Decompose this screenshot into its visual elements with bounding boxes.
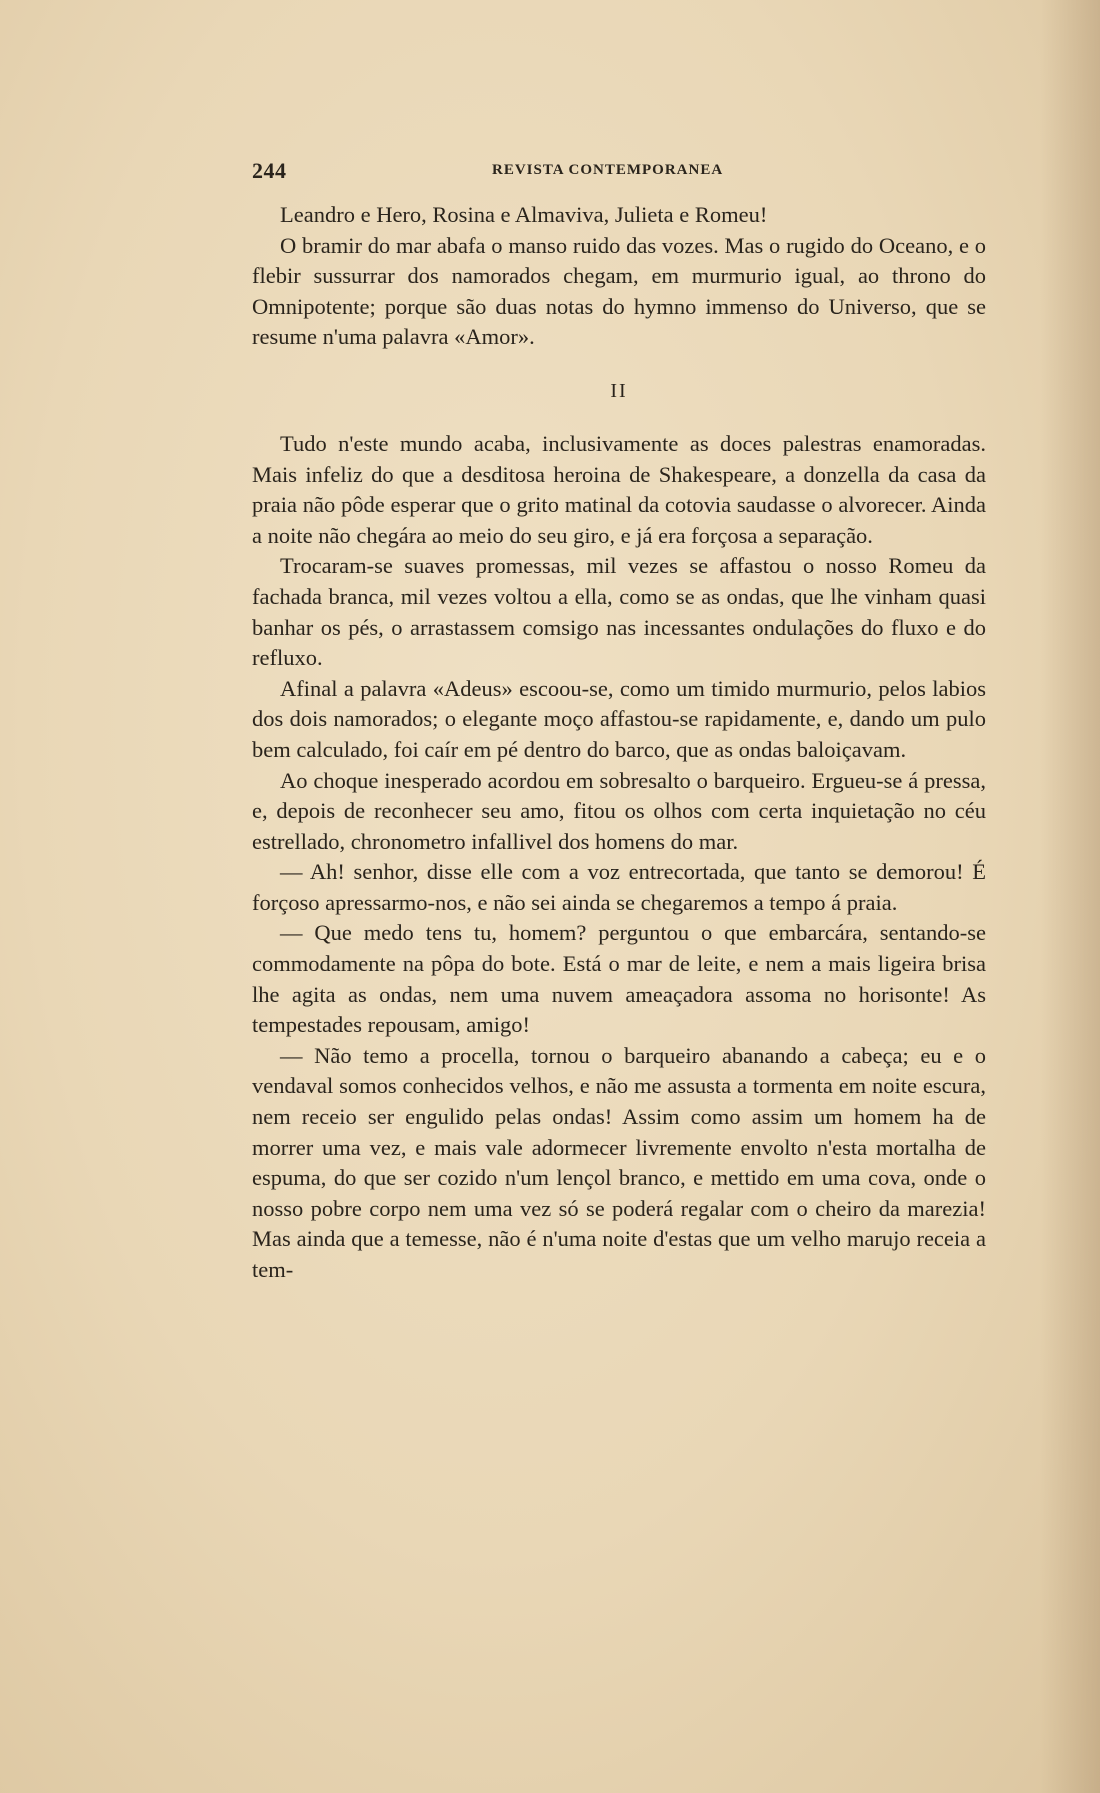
page-number: 244 xyxy=(252,158,287,183)
paragraph: — Que medo tens tu, homem? perguntou o que embarcára, sentando-se commodamente na pôpa do bote. Está o mar de leite, e nem a mais ligeira brisa lhe agita as ondas, nem uma nuvem ameaçadora assoma no horisonte! As tempestades repousam, amigo! xyxy=(252,920,986,1038)
paragraph: Tudo n'este mundo acaba, inclusivamente as doces palestras enamoradas. Mais infeliz do que a desditosa heroina de Shakespeare, a donzella da casa da praia não pôde esperar que o grito matinal da cotovia saudasse o alvorecer. Ainda a noite não chegára ao meio do seu giro, e já era forçosa a separação. xyxy=(252,430,986,548)
paragraph: — Não temo a procella, tornou o barqueiro abanando a cabeça; eu e o vendaval somos conhecidos velhos, e não me assusta a tormenta em noite escura, nem receio ser engulido pelas ondas! Assim como assim um homem ha de morrer uma vez, e mais vale adormecer livremente envolto n'esta mortalha de espuma, do que ser cozido n'um lençol branco, e mettido em uma cova, onde o nosso pobre corpo nem uma vez só se poderá regalar com o cheiro da marezia! Mas ainda que a temesse, não é n'uma noite d'estas que um velho marujo receia a tem- xyxy=(252,1042,986,1282)
paragraph: O bramir do mar abafa o manso ruido das vozes. Mas o rugido do Oceano, e o flebir sussurrar dos namorados chegam, em murmurio igual, ao throno do Omnipotente; porque são duas notas do hymno immenso do Universo, que se resume n'uma palavra «Amor». xyxy=(252,232,986,350)
page-edge-shadow xyxy=(1040,0,1100,1793)
paragraph: Ao choque inesperado acordou em sobresalto o barqueiro. Ergueu-se á pressa, e, depois de reconhecer seu amo, fitou os olhos com certa inquietação no céu estrellado, chronometro infallivel dos homens do mar. xyxy=(252,767,986,854)
page-header xyxy=(252,158,986,188)
paragraph: — Ah! senhor, disse elle com a voz entrecortada, que tanto se demorou! É forçoso apressarmo-nos, e não sei ainda se chegaremos a tempo á praia. xyxy=(252,859,986,915)
paragraph: Trocaram-se suaves promessas, mil vezes se affastou o nosso Romeu da fachada branca, mil vezes voltou a ella, como se as ondas, que lhe vinham quasi banhar os pés, o arrastassem comsigo nas incessantes ondulações do fluxo e do refluxo. xyxy=(252,553,986,671)
paragraph: Afinal a palavra «Adeus» escoou-se, como um timido murmurio, pelos labios dos dois namorados; o elegante moço affastou-se rapidamente, e, dando um pulo bem calculado, foi caír em pé dentro do barco, que as ondas baloiçavam. xyxy=(252,675,986,762)
paragraph: Leandro e Hero, Rosina e Almaviva, Julieta e Romeu! xyxy=(280,202,768,227)
body-text xyxy=(252,200,986,1286)
section-heading: II xyxy=(610,379,628,402)
running-title: REVISTA CONTEMPORANEA xyxy=(492,162,724,178)
